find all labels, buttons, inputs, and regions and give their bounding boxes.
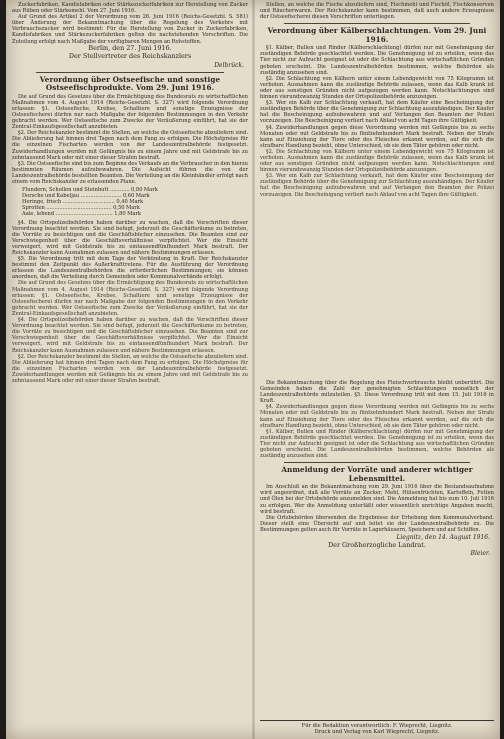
paragraph: §2. Die Schlachtung von Kälbern unter einem Lebendgewicht von 75 Kilogramm ist verboten. Ausnahmen kann die zuständige Behörde zulassen, wenn das Kalb krank ist oder aus sonstigen Gründen nicht aufgezogen werden kann. Notschlachtungen sind binnen vierundzwanzig Stunden der Ortspolizeibehörde anzuzeigen. bbox=[260, 148, 494, 174]
paragraph: Die Bekanntmachung über die Regelung des Fleischverbrauchs bleibt unberührt. Die Gemeinden haben die Zahl der genehmigten Schlachtungen monatlich der Landeszentralbehörde mitzuteilen. §5. Diese Verordnung tritt mit dem 15. Juli 1916 in Kraft. bbox=[260, 380, 494, 405]
paragraph: §3. Die Ostseefische sind bis zum Beginne des Verkaufs an die Verbraucher in den hierzu bestimmten Räumen aufzubewahren. Die Aufsicht führen die von der Landeszentralbehörde bestellten Beamten. Die Verteilung an die Kleinhändler erfolgt nach einem vom Reichskanzler zu erlassenden Plane. bbox=[12, 160, 248, 185]
header-text: Zuckerfabriken, Kandisfabriken oder Stärkezuckerfabriken zur Herstellung von Zucker aus Rüben oder Stärkemehl. Vom 27. Juni 1916. bbox=[12, 2, 248, 15]
section-title: Verordnung über Ostseefische und sonstige Ostseefischprodukte. Vom 29. Juni 1916. bbox=[39, 74, 221, 93]
paragraph: Die auf Grund des Gesetzes über die Ermächtigung des Bundesrats zu wirtschaftlichen Maßnahmen vom 4. August 1914 (Reichs-Gesetzbl. S. 327) wird folgende Verordnung erlassen: §1. Ostseefische, Krebse, Schaltiere und sonstige Erzeugnisse der Ostseefischerei dürfen nur nach Maßgabe der folgenden Bestimmungen in den Verkehr gebracht werden. Wer Ostseefische zum Zwecke der Veräußerung einführt, hat sie der Zentral-Einkaufsgesellschaft anzubieten. bbox=[12, 280, 248, 317]
paragraph: §3. Wer ein Kalb zur Schlachtung verkauft, hat dem Käufer eine Bescheinigung der zuständigen Behörde über die Genehmigung zur Schlachtung auszuhändigen. Der Käufer hat die Bescheinigung aufzubewahren und auf Verlangen den Beamten der Polizei vorzuzeigen. Die Bescheinigung verliert nach Ablauf von acht Tagen ihre Gültigkeit. bbox=[260, 100, 494, 125]
price-row: Heringe, frisch ................................ 0,40 Mark bbox=[22, 199, 144, 206]
divider bbox=[284, 462, 470, 463]
paragraph: §1. Kälber, Bullen und Rinder (Kälberschlachtung) dürfen nur mit Genehmigung der zuständigen Behörde geschlachtet werden. Die Genehmigung ist zu erteilen, wenn das Tier nicht zur Aufzucht geeignet ist oder die Schlachtung aus wirtschaftlichen Gründen geboten erscheint. Die Landeszentralbehörden bestimmen, welche Behörden als zuständig anzusehen sind. bbox=[260, 428, 494, 460]
date-line: Berlin, den 27. Juni 1916. bbox=[88, 43, 172, 52]
section-title: Verordnung über Kälberschlachtungen. Vom 29. Juni 1916. bbox=[267, 26, 487, 44]
paragraph: Die auf Grund des Gesetzes über die Ermächtigung des Bundesrats zu wirtschaftlichen Maßnahmen vom 4. August 1914 (Reichs-Gesetzbl. S. 327) wird folgende Verordnung erlassen: §1. Ostseefische, Krebse, Schaltiere und sonstige Erzeugnisse der Ostseefischerei dürfen nur nach Maßgabe der folgenden Bestimmungen in den Verkehr gebracht werden. Wer Ostseefische zum Zwecke der Veräußerung einführt, hat sie der Zentral-Einkaufsgesellschaft anzubieten. bbox=[12, 93, 248, 131]
paragraph: Im Anschluß an die Bekanntmachung vom 29. Juni 1916 über die Bestandsaufnahme wird angeordnet, daß alle Vorräte an Zucker, Mehl, Hülsenfrüchten, Kartoffeln, Fetten und Ölen bei der Ortsbehörde anzumelden sind. Die Anmeldung hat bis zum 10. Juli 1916 zu erfolgen. Wer die Anmeldung unterläßt oder wissentlich unrichtige Angaben macht, wird bestraft. bbox=[260, 484, 494, 515]
paragraph: §2. Der Reichskanzler bestimmt die Stellen, an welche die Ostseefische abzuliefern sind. Die Ablieferung hat binnen drei Tagen nach dem Fang zu erfolgen. Die Höchstpreise für die einzelnen Fischarten werden von der Landeszentralbehörde festgesetzt. Zuwiderhandlungen werden mit Gefängnis bis zu einem Jahre und mit Geldstrafe bis zu zehntausend Mark oder mit einer dieser Strafen bestraft. bbox=[12, 353, 248, 384]
imprint-publisher: Druck und Verlag von Karl Wieprecht, Liegnitz. bbox=[314, 728, 440, 735]
paragraph: §3. Wer ein Kalb zur Schlachtung verkauft, hat dem Käufer eine Bescheinigung der zuständigen Behörde über die Genehmigung zur Schlachtung auszuhändigen. Der Käufer hat die Bescheinigung aufzubewahren und auf Verlangen den Beamten der Polizei vorzuzeigen. Die Bescheinigung verliert nach Ablauf von acht Tagen ihre Gültigkeit. bbox=[260, 173, 494, 198]
left-column bbox=[12, 2, 248, 705]
paragraph: §2. Der Reichskanzler bestimmt die Stellen, an welche die Ostseefische abzuliefern sind. Die Ablieferung hat binnen drei Tagen nach dem Fang zu erfolgen. Die Höchstpreise für die einzelnen Fischarten werden von der Landeszentralbehörde festgesetzt. Zuwiderhandlungen werden mit Gefängnis bis zu einem Jahre und mit Geldstrafe bis zu zehntausend Mark oder mit einer dieser Strafen bestraft. bbox=[12, 130, 248, 161]
price-row: Sprotten ........................................ 0,50 Mark bbox=[22, 205, 140, 212]
newspaper-page bbox=[6, 0, 500, 739]
signature: Delbrück. bbox=[214, 61, 244, 69]
section-title: Anmeldung der Vorräte und anderer wichtiger Lebensmittel. bbox=[281, 465, 473, 483]
place-date: Liegnitz, den 14. August 1916. bbox=[396, 533, 490, 541]
right-column bbox=[260, 2, 494, 377]
top-text: Stellen, an welche die Fische abzuliefern sind, Fischmehl und Fischöl, Fischkonserven und Räucherwaren. Der Reichskanzler kann bestimmen, daß auch andere Erzeugnisse der Ostseefischerei diesen Vorschriften unterliegen. bbox=[260, 2, 494, 21]
closing-office: Der Großherzogliche Landrat. bbox=[328, 540, 426, 549]
authority-line: Der Stellvertreter des Reichskanzlers bbox=[68, 52, 192, 61]
divider bbox=[36, 72, 224, 73]
intro-paragraph: Auf Grund des Artikel 2 der Verordnung vom 26. Juni 1916 (Reichs-Gesetzbl. S. 581) über Änderung der Bekanntmachung über die Regelung des Verkehrs mit Verbrauchszucker wird bestimmt: Für die Herstellung von Zucker in Zuckerfabriken, Kandisfabriken und Stärkezuckerfabriken gelten die nachstehenden Vorschriften. Die Zuteilung erfolgt nach Maßgabe der verfügbaren Mengen an Rohstoffen. bbox=[12, 14, 248, 45]
paragraph: §1. Kälber, Bullen und Rinder (Kälberschlachtung) dürfen nur mit Genehmigung der zuständigen Behörde geschlachtet werden. Die Genehmigung ist zu erteilen, wenn das Tier nicht zur Aufzucht geeignet ist oder die Schlachtung aus wirtschaftlichen Gründen geboten erscheint. Die Landeszentralbehörden bestimmen, welche Behörden als zuständig anzusehen sind. bbox=[260, 45, 494, 76]
imprint-footer bbox=[260, 720, 494, 735]
paragraph: §5. Die Verordnung tritt mit dem Tage der Verkündung in Kraft. Der Reichskanzler bestimmt den Zeitpunkt des Außerkrafttretens. Für die Ausführung der Verordnung erlassen die Landeszentralbehörden die erforderlichen Bestimmungen; sie können anordnen, daß die Verteilung durch Gemeinden oder Kommunalverbände erfolgt. bbox=[12, 256, 248, 281]
paragraph: §4. Die Ortspolizeibehörden haben darüber zu wachen, daß die Vorschriften dieser Verordnung beachtet werden. Sie sind befugt, jederzeit die Geschäftsräume zu betreten, die Vorräte zu besichtigen und die Geschäftsbücher einzusehen. Die Beamten sind zur Verschwiegenheit über die Geschäftsverhältnisse verpflichtet. Wer die Einsicht verweigert, wird mit Geldstrafe bis zu eintausendfünfhundert Mark bestraft. Der Reichskanzler kann Ausnahmen zulassen und nähere Bestimmungen erlassen. bbox=[12, 219, 248, 256]
price-row: Dorsche und Kabeljau ......................... 0,60 Mark bbox=[22, 193, 150, 200]
price-row: Aale, lebend ................................... 1,80 Mark bbox=[22, 211, 141, 218]
paragraph: §4. Zuwiderhandlungen gegen diese Verordnung werden mit Gefängnis bis zu sechs Monaten oder mit Geldstrafe bis zu fünfzehnhundert Mark bestraft. Neben der Strafe kann auf Einziehung der Tiere oder des Fleisches erkannt werden, auf die sich die strafbare Handlung bezieht, ohne Unterschied, ob sie dem Täter gehören oder nicht. bbox=[260, 124, 494, 149]
imprint-editor: Für die Redaktion verantwortlich: F. Wieprecht, Liegnitz. bbox=[301, 722, 453, 729]
right-column-lower bbox=[260, 380, 494, 705]
price-row: Flundern, Schollen und Steinbutt ............ 0,80 Mark bbox=[22, 187, 158, 194]
closing-signature: Bleier. bbox=[470, 550, 490, 558]
paragraph: Die Ortsbehörden übersenden die Ergebnisse der Erhebung dem Kommunalverband. Dieser stellt eine Übersicht auf und leitet sie der Landeszentralbehörde zu. Die Bestimmungen gelten auch für Vorräte in Lagerhäusern, Speichern und auf Schiffen. bbox=[260, 514, 494, 533]
divider bbox=[284, 23, 470, 24]
paragraph: §2. Die Schlachtung von Kälbern unter einem Lebendgewicht von 75 Kilogramm ist verboten. Ausnahmen kann die zuständige Behörde zulassen, wenn das Kalb krank ist oder aus sonstigen Gründen nicht aufgezogen werden kann. Notschlachtungen sind binnen vierundzwanzig Stunden der Ortspolizeibehörde anzuzeigen. bbox=[260, 75, 494, 101]
footer-rule bbox=[260, 720, 494, 721]
paragraph: §4. Die Ortspolizeibehörden haben darüber zu wachen, daß die Vorschriften dieser Verordnung beachtet werden. Sie sind befugt, jederzeit die Geschäftsräume zu betreten, die Vorräte zu besichtigen und die Geschäftsbücher einzusehen. Die Beamten sind zur Verschwiegenheit über die Geschäftsverhältnisse verpflichtet. Wer die Einsicht verweigert, wird mit Geldstrafe bis zu eintausendfünfhundert Mark bestraft. Der Reichskanzler kann Ausnahmen zulassen und nähere Bestimmungen erlassen. bbox=[12, 317, 248, 354]
price-table bbox=[22, 187, 238, 217]
paragraph: §4. Zuwiderhandlungen gegen diese Verordnung werden mit Gefängnis bis zu sechs Monaten oder mit Geldstrafe bis zu fünfzehnhundert Mark bestraft. Neben der Strafe kann auf Einziehung der Tiere oder des Fleisches erkannt werden, auf die sich die strafbare Handlung bezieht, ohne Unterschied, ob sie dem Täter gehören oder nicht. bbox=[260, 404, 494, 429]
